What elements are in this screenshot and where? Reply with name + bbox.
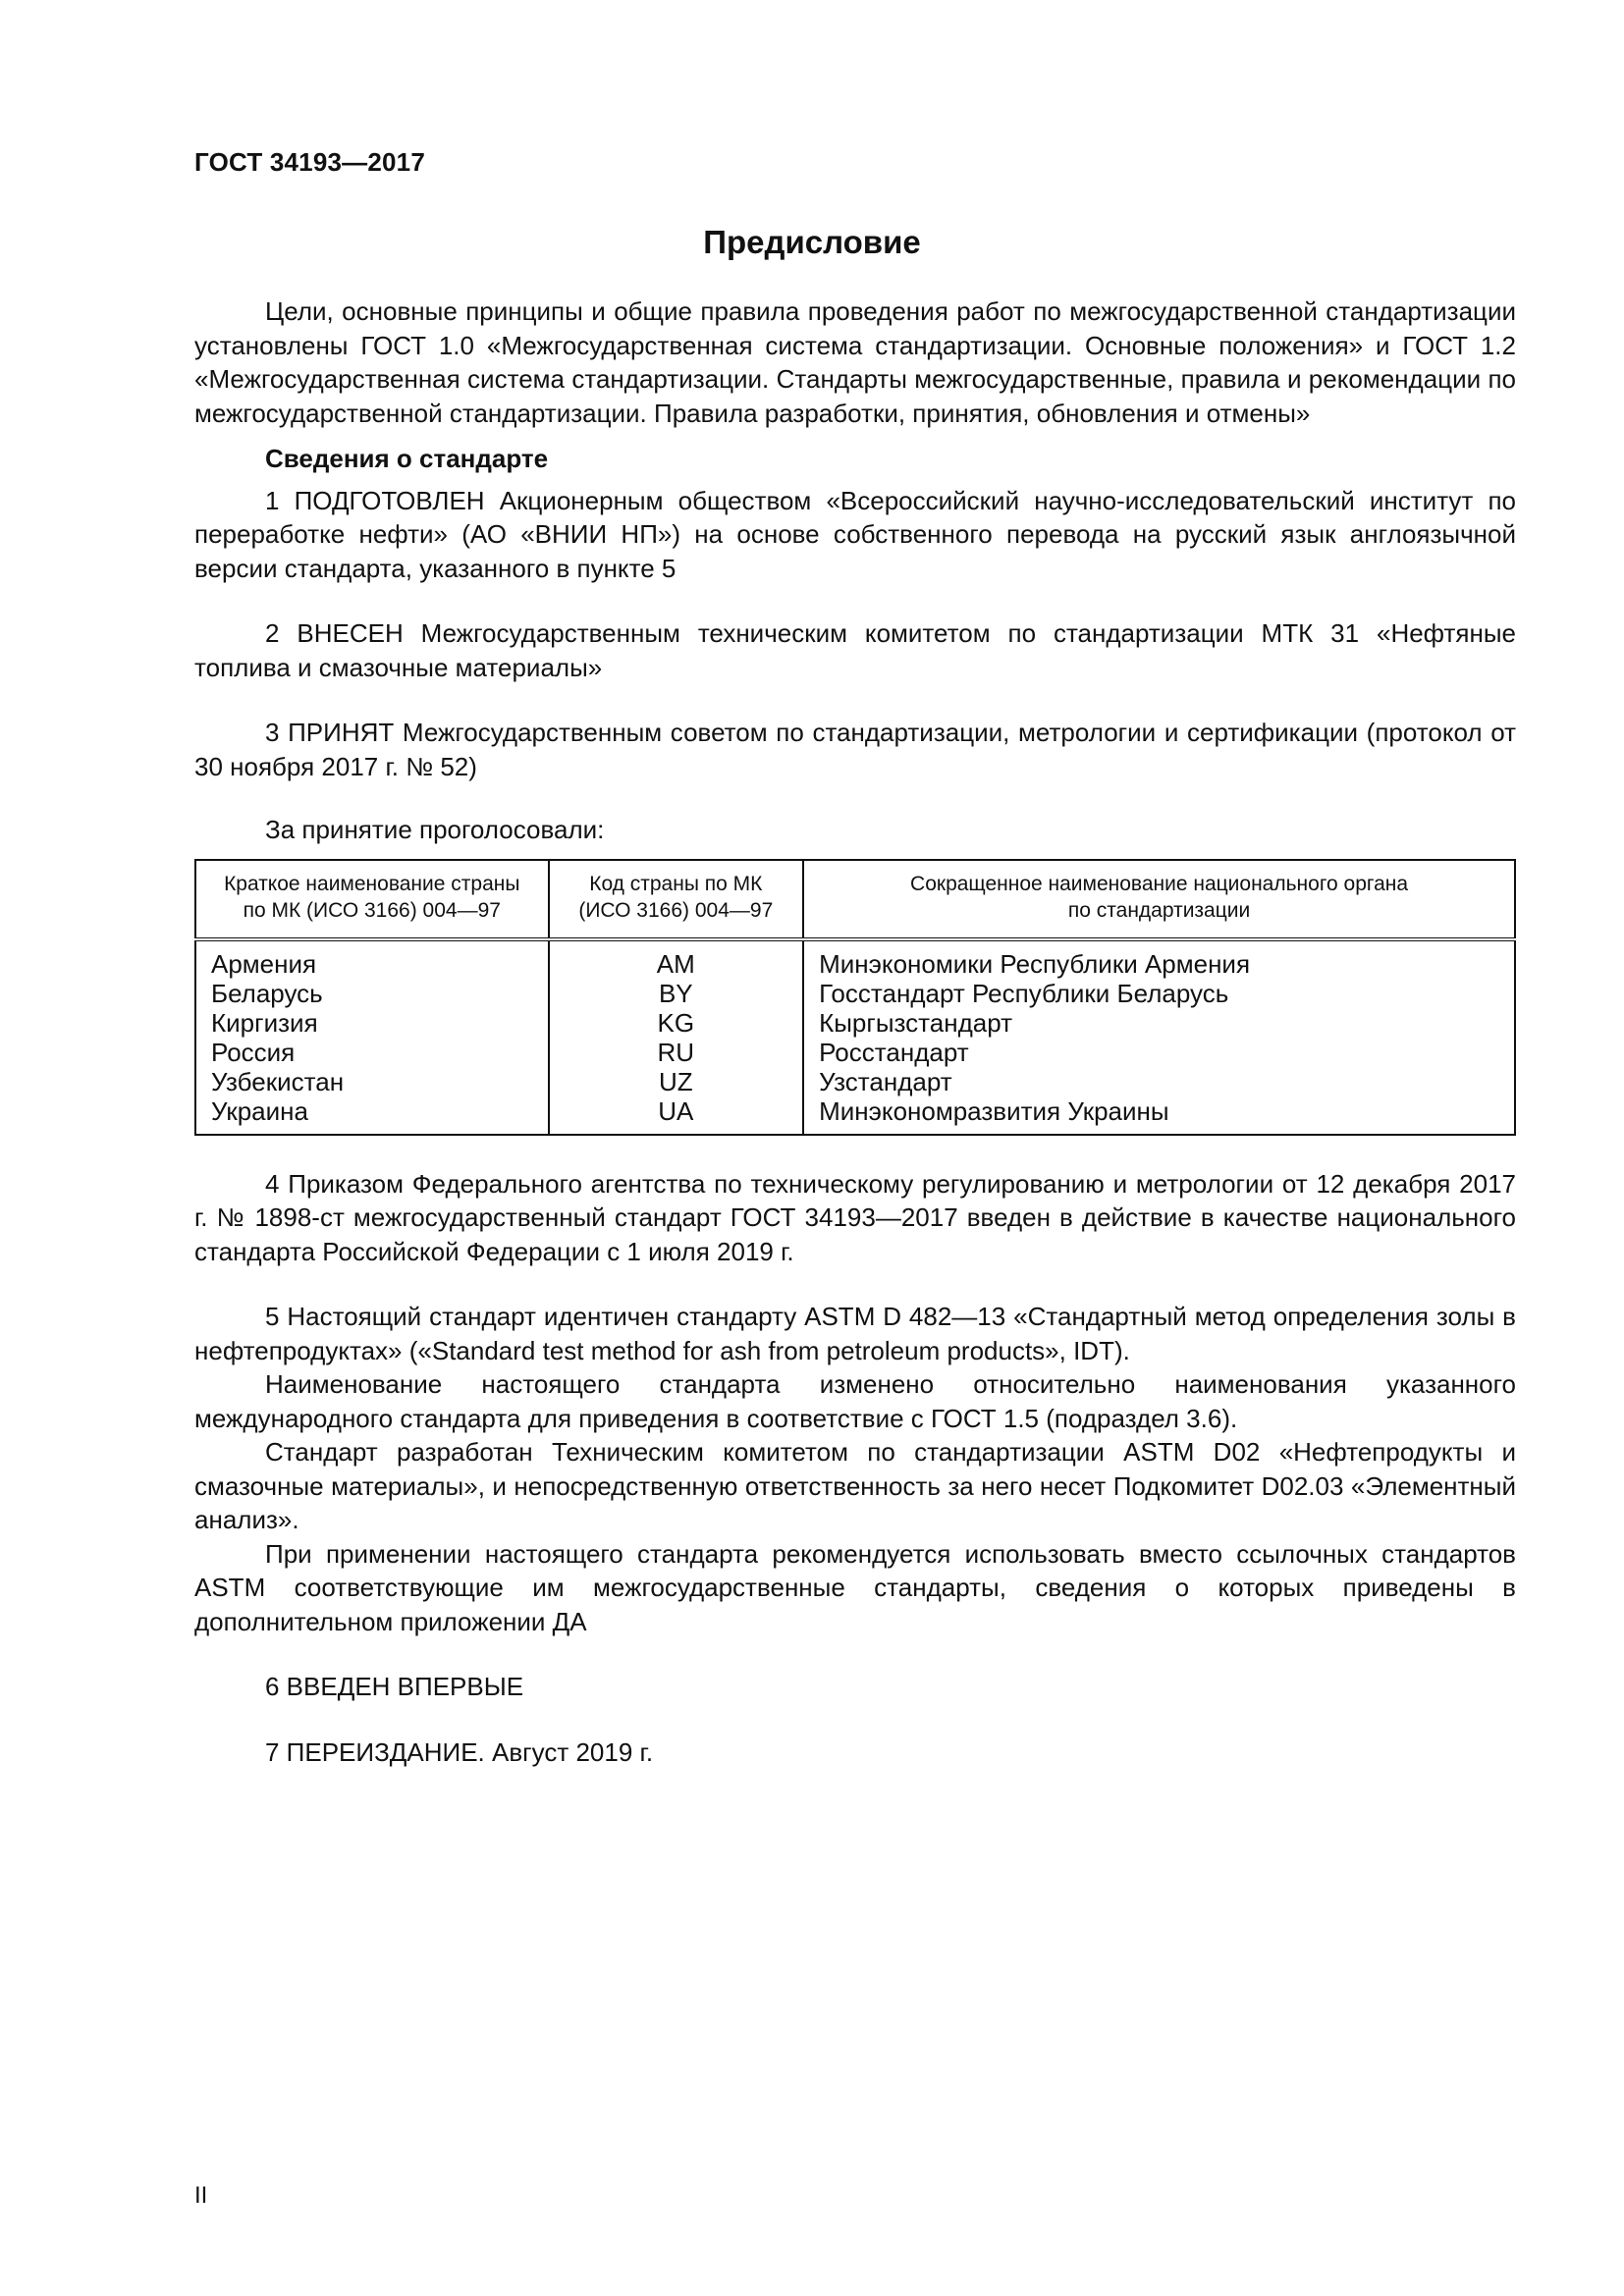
cell-country: Киргизия xyxy=(195,1008,549,1038)
header-body-line2: по стандартизации xyxy=(1067,898,1251,922)
item-4: 4 Приказом Федерального агентства по техническому регулированию и метрологии от 12 декабря 2017 г. № 1898-ст межгосударственный стандарт ГОСТ 34193—2017 введен в действие в качестве национального стандарта Российской Федерации с 1 июля 2019 г. xyxy=(194,1168,1516,1266)
cell-body: Госстандарт Республики Беларусь xyxy=(803,979,1515,1008)
cell-country: Беларусь xyxy=(195,979,549,1008)
intro-paragraph: Цели, основные принципы и общие правила проведения работ по межгосударственной стандартизации установлены ГОСТ 1.0 «Межгосударственная система стандартизации. Основные положения» и ГОСТ 1.2 «Межгосударственная система стандартизации. Стандарты межгосударственные, правила и рекомендации по межгосударственной стандартизации. Правила разработки, принятия, обновления и отмены» xyxy=(194,296,1516,428)
cell-country: Россия xyxy=(195,1038,549,1067)
table-row xyxy=(195,1067,1515,1096)
vote-label: За принятие проголосовали: xyxy=(265,815,605,844)
info-heading: Сведения о стандарте xyxy=(265,444,549,473)
section-title: Предисловие xyxy=(703,224,921,260)
document-code: ГОСТ 34193—2017 xyxy=(194,147,425,177)
header-body-line1: Сокращенное наименование национального органа xyxy=(910,872,1409,895)
table-row xyxy=(195,1096,1515,1135)
header-code xyxy=(549,860,804,939)
header-country-line1: Краткое наименование страны xyxy=(224,872,520,895)
header-code-line2: (ИСО 3166) 004—97 xyxy=(578,898,774,922)
cell-code: UZ xyxy=(549,1067,804,1096)
item-6: 6 ВВЕДЕН ВПЕРВЫЕ xyxy=(265,1672,524,1701)
cell-body: Минэкономики Республики Армения xyxy=(803,939,1515,979)
cell-code: BY xyxy=(549,979,804,1008)
table-row xyxy=(195,1008,1515,1038)
page-number: II xyxy=(194,2182,208,2209)
item-5: 5 Настоящий стандарт идентичен стандарту ASTM D 482—13 «Стандартный метод определения золы в нефтепродуктах» («Standard test method for ash from petroleum products», IDT). xyxy=(194,1302,1516,1365)
item-2: 2 ВНЕСЕН Межгосударственным техническим комитетом по стандартизации МТК 31 «Нефтяные топлива и смазочные материалы» xyxy=(194,618,1516,682)
cell-body: Минэкономразвития Украины xyxy=(803,1096,1515,1135)
cell-code: UA xyxy=(549,1096,804,1135)
header-code-line1: Код страны по МК xyxy=(589,872,763,895)
header-country-line2: по МК (ИСО 3166) 004—97 xyxy=(243,898,501,922)
cell-code: AM xyxy=(549,939,804,979)
cell-body: Кыргызстандарт xyxy=(803,1008,1515,1038)
cell-body: Узстандарт xyxy=(803,1067,1515,1096)
item-5-references-note: При применении настоящего стандарта рекомендуется использовать вместо ссылочных стандартов ASTM соответствующие им межгосударственные стандарты, сведения о которых приведены в дополнительном приложении ДА xyxy=(194,1538,1516,1636)
table-row xyxy=(195,1038,1515,1067)
member-states-table xyxy=(194,859,1516,1136)
table-header-row xyxy=(195,860,1515,939)
cell-country: Армения xyxy=(195,939,549,979)
item-5-rename-note: Наименование настоящего стандарта изменено относительно наименования указанного международного стандарта для приведения в соответствие с ГОСТ 1.5 (подраздел 3.6). xyxy=(194,1369,1516,1433)
item-3: 3 ПРИНЯТ Межгосударственным советом по стандартизации, метрологии и сертификации (протокол от 30 ноября 2017 г. № 52) xyxy=(194,718,1516,781)
cell-body: Росстандарт xyxy=(803,1038,1515,1067)
item-5-committee-note: Стандарт разработан Техническим комитетом по стандартизации ASTM D02 «Нефтепродукты и смазочные материалы», и непосредственную ответственность за него несет Подкомитет D02.03 «Элементный анализ». xyxy=(194,1437,1516,1534)
cell-code: KG xyxy=(549,1008,804,1038)
item-7: 7 ПЕРЕИЗДАНИЕ. Август 2019 г. xyxy=(265,1736,654,1767)
cell-country: Украина xyxy=(195,1096,549,1135)
cell-country: Узбекистан xyxy=(195,1067,549,1096)
table-row xyxy=(195,979,1515,1008)
header-country xyxy=(195,860,549,939)
header-body xyxy=(803,860,1515,939)
table-row xyxy=(195,939,1515,979)
item-1: 1 ПОДГОТОВЛЕН Акционерным обществом «Всероссийский научно-исследовательский институт по переработке нефти» (АО «ВНИИ НП») на основе собственного перевода на русский язык англоязычной версии стандарта, указанного в пункте 5 xyxy=(194,485,1516,583)
document-body xyxy=(194,294,1516,1769)
cell-code: RU xyxy=(549,1038,804,1067)
